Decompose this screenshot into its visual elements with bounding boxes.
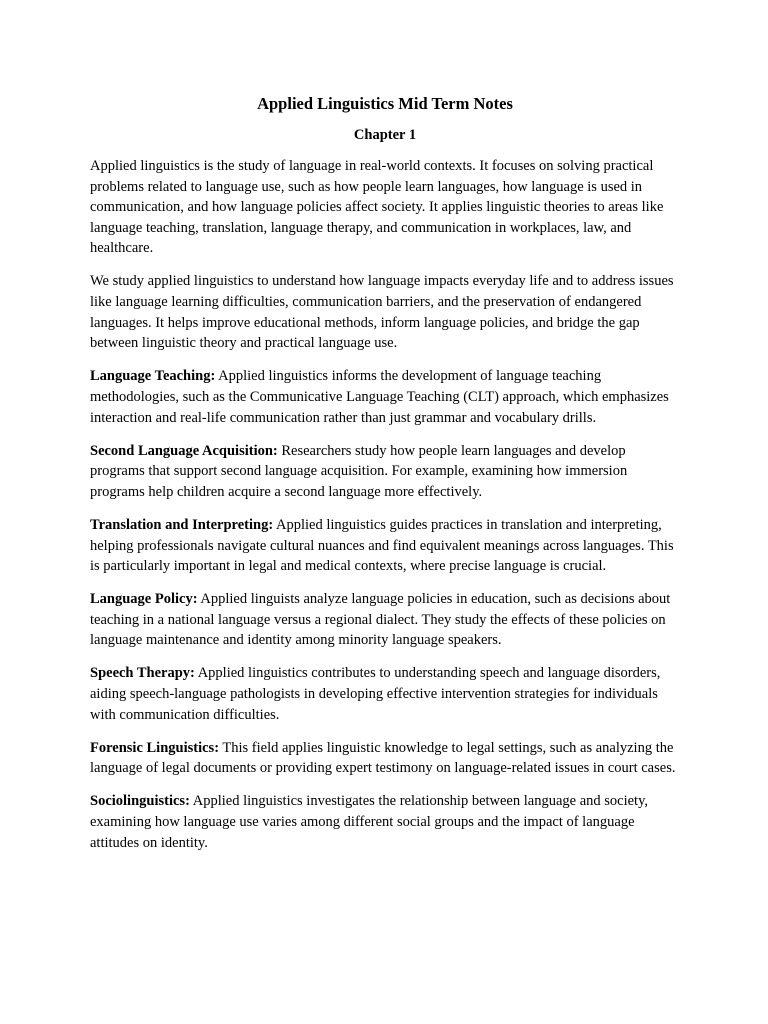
area-translation-interpreting [90, 515, 680, 577]
area-language-teaching [90, 366, 680, 428]
area-forensic-linguistics [90, 738, 680, 779]
area-term: Speech Therapy: [90, 665, 195, 682]
area-term: Language Teaching: [90, 368, 216, 385]
purpose-paragraph: We study applied linguistics to understand how language impacts everyday life and to address issues like language learning difficulties, communication barriers, and the preservation of endangered languages. It helps improve educational methods, inform language policies, and bridge the gap between linguistic theory and practical language use. [90, 273, 674, 352]
area-term: Sociolinguistics: [90, 793, 190, 810]
intro-paragraph: Applied linguistics is the study of language in real-world contexts. It focuses on solving practical problems related to language use, such as how people learn languages, how language is used in communication, and how language policies affect society. It applies linguistic theories to areas like language teaching, translation, language therapy, and communication in workplaces, law, and healthcare. [90, 158, 664, 257]
area-term: Second Language Acquisition: [90, 442, 278, 459]
area-term: Translation and Interpreting: [90, 516, 274, 533]
document-title: Applied Linguistics Mid Term Notes [257, 94, 513, 113]
area-term: Forensic Linguistics: [90, 739, 220, 756]
area-description: Applied linguists analyze language policies in education, such as decisions about teaching in a national language versus a regional dialect. They study the effects of these policies on language maintenance and identity among minority language speakers. [90, 591, 671, 649]
area-description: Applied linguistics guides practices in translation and interpreting, helping professionals navigate cultural nuances and find equivalent meanings across languages. This is particularly important in legal and medical contexts, where precise language is crucial. [90, 516, 674, 575]
document-page [90, 92, 680, 866]
area-second-language-acquisition [90, 441, 680, 503]
area-speech-therapy [90, 663, 680, 725]
chapter-heading: Chapter 1 [353, 127, 417, 143]
area-description: This field applies linguistic knowledge to legal settings, such as analyzing the language of legal documents or providing expert testimony on language-related issues in court cases. [90, 739, 676, 777]
area-description: Applied linguistics informs the development of language teaching methodologies, such as the Communicative Language Teaching (CLT) approach, which emphasizes interaction and real-life communication rather than just grammar and vocabulary drills. [90, 368, 669, 426]
area-description: Researchers study how people learn languages and develop programs that support second language acquisition. For example, examining how immersion programs help children acquire a second language more effectively. [90, 442, 628, 500]
area-sociolinguistics [90, 791, 680, 853]
area-description: Applied linguistics contributes to understanding speech and language disorders, aiding speech-language pathologists in developing effective intervention strategies for individuals with communication difficulties. [90, 665, 661, 723]
area-description: Applied linguistics investigates the relationship between language and society, examining how language use varies among different social groups and the impact of language attitudes on identity. [90, 793, 649, 851]
area-language-policy [90, 589, 680, 651]
area-term: Language Policy: [90, 591, 198, 608]
